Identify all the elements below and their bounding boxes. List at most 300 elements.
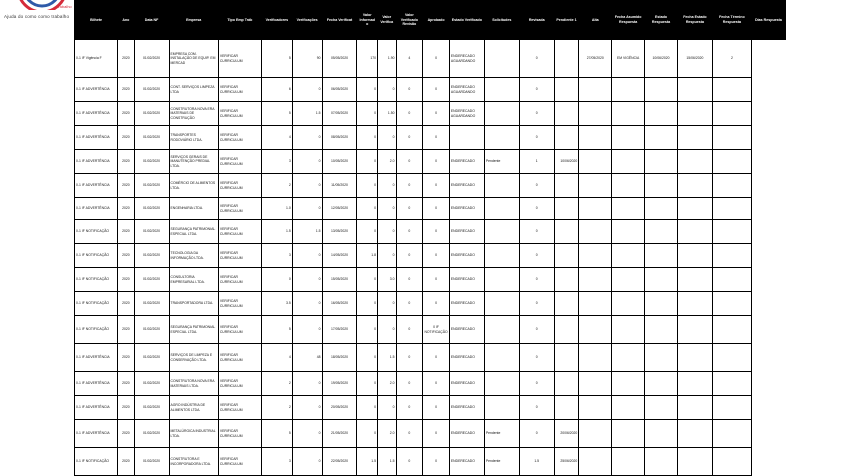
table-cell[interactable] xyxy=(677,344,712,372)
table-cell[interactable]: TRANSPORTADORA LTDA. xyxy=(169,292,218,316)
table-row[interactable] xyxy=(75,420,786,448)
table-cell[interactable]: 0-1 IF ADVERTÊNCIA xyxy=(75,420,118,448)
table-cell[interactable] xyxy=(612,102,645,126)
table-cell[interactable]: ENDERECADO xyxy=(449,344,484,372)
table-cell[interactable]: 2020 xyxy=(118,40,134,78)
table-cell[interactable] xyxy=(612,448,645,476)
table-cell[interactable] xyxy=(579,316,612,344)
table-cell[interactable] xyxy=(554,292,579,316)
table-cell[interactable]: VERIFICAR CURRICULUM xyxy=(218,102,261,126)
table-cell[interactable]: 0-1 IF NOTIFICAÇÃO xyxy=(75,220,118,244)
table-cell[interactable]: 0 xyxy=(519,396,554,420)
table-row[interactable] xyxy=(75,244,786,268)
table-cell[interactable]: CONSTRUTORA NOVA ERA MATERIAIS LTDA. xyxy=(169,372,218,396)
table-cell[interactable]: 01/02/2020 xyxy=(134,268,169,292)
table-cell[interactable] xyxy=(579,150,612,174)
table-row[interactable] xyxy=(75,268,786,292)
table-cell[interactable]: 3.5 xyxy=(261,292,292,316)
table-cell[interactable] xyxy=(645,372,678,396)
table-cell[interactable]: 0 xyxy=(396,292,423,316)
table-row[interactable] xyxy=(75,316,786,344)
table-cell[interactable]: 0 xyxy=(292,126,322,150)
table-cell[interactable]: ENGENHARIA LTDA. xyxy=(169,198,218,220)
table-cell[interactable]: 1.5 xyxy=(292,220,322,244)
table-cell[interactable] xyxy=(712,372,751,396)
table-cell[interactable]: 1.5 xyxy=(292,102,322,126)
table-cell[interactable]: VERIFICAR CURRICULUM xyxy=(218,372,261,396)
column-header[interactable]: Solicitudes xyxy=(484,1,519,40)
table-cell[interactable]: 0 xyxy=(396,316,423,344)
table-cell[interactable]: VERIFICAR CURRICULUM xyxy=(218,220,261,244)
table-cell[interactable]: 0 xyxy=(357,126,378,150)
table-cell[interactable]: 0 xyxy=(396,150,423,174)
table-cell[interactable] xyxy=(579,268,612,292)
table-cell[interactable]: 0-1 IF ADVERTÊNCIA xyxy=(75,344,118,372)
table-cell[interactable]: ENDERECADO AGUARDANDO xyxy=(449,40,484,78)
table-cell[interactable]: 0 xyxy=(396,174,423,198)
table-cell[interactable]: 4 xyxy=(261,344,292,372)
table-cell[interactable]: 0 xyxy=(423,150,450,174)
table-cell[interactable]: METALÚRGICA INDUSTRIAL LTDA. xyxy=(169,420,218,448)
table-cell[interactable] xyxy=(677,448,712,476)
table-cell[interactable]: 0 xyxy=(519,316,554,344)
table-cell[interactable]: 01/02/2020 xyxy=(134,420,169,448)
table-cell[interactable]: 27/05/2020 xyxy=(579,40,612,78)
table-cell[interactable] xyxy=(645,150,678,174)
table-cell[interactable]: 5 xyxy=(261,316,292,344)
table-cell[interactable]: 0 xyxy=(378,244,396,268)
table-cell[interactable]: AGRO INDÚSTRIA DE ALIMENTOS LTDA. xyxy=(169,396,218,420)
table-cell[interactable] xyxy=(712,150,751,174)
table-cell[interactable] xyxy=(677,372,712,396)
table-row[interactable] xyxy=(75,40,786,78)
table-row[interactable] xyxy=(75,220,786,244)
table-cell[interactable]: 2020 xyxy=(118,316,134,344)
column-header[interactable]: Bilhete xyxy=(75,1,118,40)
table-cell[interactable]: 2020 xyxy=(118,126,134,150)
column-header[interactable]: Pendiente 1 xyxy=(554,1,579,40)
table-cell[interactable]: 0 xyxy=(357,268,378,292)
table-cell[interactable] xyxy=(612,198,645,220)
table-cell[interactable]: 01/02/2020 xyxy=(134,220,169,244)
table-cell[interactable] xyxy=(645,292,678,316)
table-cell[interactable] xyxy=(677,268,712,292)
table-cell[interactable]: VERIFICAR CURRICULUM xyxy=(218,292,261,316)
table-cell[interactable]: 12/05/2020 xyxy=(322,198,357,220)
table-cell[interactable]: VERIFICAR CURRICULUM xyxy=(218,268,261,292)
table-cell[interactable] xyxy=(579,220,612,244)
table-cell[interactable]: 0 xyxy=(396,102,423,126)
table-cell[interactable]: 2 xyxy=(261,372,292,396)
table-cell[interactable]: 0-1 IF ADVERTÊNCIA xyxy=(75,372,118,396)
table-cell[interactable]: 20/06/2020 xyxy=(554,420,579,448)
table-cell[interactable]: 0-1 IF ADVERTÊNCIA xyxy=(75,102,118,126)
table-cell[interactable]: 0 xyxy=(357,420,378,448)
table-cell[interactable]: 2020 xyxy=(118,174,134,198)
table-cell[interactable]: ENDERECADO xyxy=(449,268,484,292)
table-cell[interactable]: 0 xyxy=(423,102,450,126)
table-cell[interactable]: VERIFICAR CURRICULUM xyxy=(218,244,261,268)
table-cell[interactable]: 10/05/2020 xyxy=(322,150,357,174)
table-cell[interactable]: 2020 xyxy=(118,372,134,396)
table-cell[interactable]: SEGURANÇA PATRIMONIAL ESPECIAL LTDA. xyxy=(169,220,218,244)
table-cell[interactable]: 15/06/2020 xyxy=(677,40,712,78)
table-cell[interactable]: 0 xyxy=(396,126,423,150)
table-cell[interactable]: CONSTRUTORA E INCORPORADORA LTDA. xyxy=(169,448,218,476)
table-cell[interactable]: 0 xyxy=(423,126,450,150)
table-cell[interactable]: 170 xyxy=(357,40,378,78)
table-cell[interactable]: 01/02/2020 xyxy=(134,150,169,174)
table-cell[interactable]: 0 xyxy=(396,344,423,372)
table-row[interactable] xyxy=(75,396,786,420)
table-cell[interactable]: 08/05/2020 xyxy=(322,126,357,150)
table-cell[interactable]: 2020 xyxy=(118,102,134,126)
table-cell[interactable] xyxy=(612,244,645,268)
table-cell[interactable]: 17/05/2020 xyxy=(322,316,357,344)
table-cell[interactable]: 0 xyxy=(292,244,322,268)
table-cell[interactable]: 0 xyxy=(519,420,554,448)
table-cell[interactable]: ENDERECADO xyxy=(449,174,484,198)
table-cell[interactable] xyxy=(484,344,519,372)
table-cell[interactable] xyxy=(579,372,612,396)
table-cell[interactable]: 1.5 xyxy=(357,448,378,476)
table-cell[interactable]: 0 xyxy=(423,396,450,420)
table-cell[interactable]: 0 xyxy=(519,220,554,244)
table-cell[interactable] xyxy=(612,344,645,372)
table-cell[interactable] xyxy=(612,268,645,292)
table-cell[interactable]: 0-1 IF ADVERTÊNCIA xyxy=(75,396,118,420)
table-cell[interactable]: 0-1 IF NOTIFICAÇÃO xyxy=(75,244,118,268)
table-cell[interactable]: 01/02/2020 xyxy=(134,174,169,198)
table-cell[interactable]: 0 xyxy=(519,292,554,316)
table-cell[interactable]: 2020 xyxy=(118,220,134,244)
table-cell[interactable]: 0 xyxy=(519,244,554,268)
table-cell[interactable]: 11/05/2020 xyxy=(322,174,357,198)
table-cell[interactable]: 0 xyxy=(378,292,396,316)
table-cell[interactable]: ENDERECADO xyxy=(449,372,484,396)
table-cell[interactable]: 01/02/2020 xyxy=(134,78,169,102)
table-cell[interactable] xyxy=(677,220,712,244)
column-header[interactable]: Estado Respuesta xyxy=(645,1,678,40)
table-cell[interactable]: 2 xyxy=(261,396,292,420)
table-cell[interactable]: 0 xyxy=(378,220,396,244)
table-cell[interactable]: 0 xyxy=(357,372,378,396)
table-cell[interactable]: ENDERECADO AGUARDANDO xyxy=(449,78,484,102)
column-header[interactable]: Días Respuesta xyxy=(751,1,785,40)
table-cell[interactable] xyxy=(677,150,712,174)
table-cell[interactable] xyxy=(712,244,751,268)
table-cell[interactable]: VERIFICAR CURRICULUM xyxy=(218,396,261,420)
table-cell[interactable]: ENDERECADO xyxy=(449,292,484,316)
table-cell[interactable]: 0 xyxy=(423,244,450,268)
table-cell[interactable]: 48 xyxy=(292,344,322,372)
table-cell[interactable]: 0 xyxy=(423,198,450,220)
table-cell[interactable] xyxy=(645,220,678,244)
table-cell[interactable]: 2.0 xyxy=(378,150,396,174)
table-cell[interactable] xyxy=(484,396,519,420)
table-cell[interactable]: 3 xyxy=(261,448,292,476)
table-cell[interactable]: 01/02/2020 xyxy=(134,372,169,396)
table-cell[interactable] xyxy=(579,448,612,476)
table-row[interactable] xyxy=(75,448,786,476)
table-cell[interactable] xyxy=(554,244,579,268)
table-cell[interactable] xyxy=(677,316,712,344)
table-cell[interactable]: 1.8 xyxy=(357,244,378,268)
table-cell[interactable]: SERVIÇOS DE LIMPEZA E CONSERVAÇÃO LTDA. xyxy=(169,344,218,372)
table-cell[interactable]: CONSTRUTORA NOVA ERA MATERIAIS DE CONSTRUÇÃO xyxy=(169,102,218,126)
table-row[interactable] xyxy=(75,150,786,174)
table-cell[interactable] xyxy=(612,78,645,102)
table-cell[interactable]: Pendente xyxy=(484,150,519,174)
table-cell[interactable]: 0 xyxy=(292,268,322,292)
table-cell[interactable]: 0 xyxy=(292,396,322,420)
table-cell[interactable]: 0 xyxy=(519,40,554,78)
table-cell[interactable] xyxy=(554,126,579,150)
table-cell[interactable] xyxy=(612,174,645,198)
table-cell[interactable]: 2020 xyxy=(118,244,134,268)
table-cell[interactable]: 0 xyxy=(423,220,450,244)
table-cell[interactable]: 01/02/2020 xyxy=(134,244,169,268)
table-cell[interactable] xyxy=(645,174,678,198)
table-cell[interactable]: 0 xyxy=(519,372,554,396)
table-cell[interactable]: 1 xyxy=(519,150,554,174)
table-cell[interactable] xyxy=(677,198,712,220)
table-cell[interactable]: 0 xyxy=(357,150,378,174)
table-cell[interactable]: 21/05/2020 xyxy=(322,420,357,448)
table-cell[interactable]: 1.90 xyxy=(378,40,396,78)
table-cell[interactable]: 0 xyxy=(396,420,423,448)
table-cell[interactable]: SERVIÇOS GERAIS DE MANUTENÇÃO PREDIAL LTDA. xyxy=(169,150,218,174)
table-cell[interactable]: 0 xyxy=(423,78,450,102)
table-cell[interactable]: 1.5 xyxy=(519,448,554,476)
table-cell[interactable] xyxy=(484,40,519,78)
table-row[interactable] xyxy=(75,174,786,198)
table-cell[interactable] xyxy=(484,372,519,396)
table-row[interactable] xyxy=(75,344,786,372)
table-cell[interactable]: 0 xyxy=(519,102,554,126)
table-cell[interactable] xyxy=(712,292,751,316)
table-row[interactable] xyxy=(75,102,786,126)
table-cell[interactable]: 2020 xyxy=(118,78,134,102)
table-cell[interactable] xyxy=(579,396,612,420)
table-cell[interactable]: 0 xyxy=(519,78,554,102)
table-row[interactable] xyxy=(75,78,786,102)
table-cell[interactable]: 0 xyxy=(357,78,378,102)
table-cell[interactable]: ENDERECADO xyxy=(449,448,484,476)
table-cell[interactable] xyxy=(554,396,579,420)
table-cell[interactable]: 1.5 xyxy=(261,220,292,244)
table-cell[interactable]: 0 xyxy=(396,198,423,220)
table-cell[interactable] xyxy=(484,174,519,198)
table-cell[interactable]: 2.0 xyxy=(378,372,396,396)
table-cell[interactable]: 0 xyxy=(357,316,378,344)
column-header[interactable]: Fecha Estado Respuesta xyxy=(677,1,712,40)
table-cell[interactable] xyxy=(645,396,678,420)
table-cell[interactable]: 07/05/2020 xyxy=(322,102,357,126)
table-cell[interactable] xyxy=(712,344,751,372)
table-cell[interactable]: VERIFICAR CURRICULUM xyxy=(218,198,261,220)
table-cell[interactable] xyxy=(612,150,645,174)
column-header[interactable]: Ano xyxy=(118,1,134,40)
table-cell[interactable]: VERIFICAR CURRICULUM xyxy=(218,420,261,448)
table-cell[interactable]: TRANSPORTES RODOVIÁRIO LTDA. xyxy=(169,126,218,150)
table-cell[interactable] xyxy=(712,448,751,476)
table-row[interactable] xyxy=(75,198,786,220)
table-cell[interactable] xyxy=(554,174,579,198)
table-cell[interactable] xyxy=(554,316,579,344)
table-cell[interactable]: 01/02/2020 xyxy=(134,316,169,344)
table-cell[interactable]: 22/05/2020 xyxy=(322,448,357,476)
table-cell[interactable] xyxy=(712,126,751,150)
table-cell[interactable]: 06/05/2020 xyxy=(322,78,357,102)
table-cell[interactable]: VERIFICAR CURRICULUM xyxy=(218,448,261,476)
table-cell[interactable]: 0 xyxy=(357,174,378,198)
table-cell[interactable] xyxy=(712,198,751,220)
table-cell[interactable]: 1.5 xyxy=(378,344,396,372)
table-cell[interactable] xyxy=(677,126,712,150)
table-cell[interactable] xyxy=(712,102,751,126)
table-cell[interactable]: 2020 xyxy=(118,292,134,316)
table-cell[interactable]: 0 xyxy=(378,126,396,150)
table-cell[interactable]: 0 xyxy=(519,344,554,372)
table-cell[interactable]: 0-1 IF Vigência F xyxy=(75,40,118,78)
table-cell[interactable] xyxy=(645,268,678,292)
table-cell[interactable]: 19/05/2020 xyxy=(322,372,357,396)
table-cell[interactable]: VERIFICAR CURRICULUM xyxy=(218,174,261,198)
table-cell[interactable]: 0 xyxy=(292,292,322,316)
table-cell[interactable] xyxy=(712,316,751,344)
table-cell[interactable]: VERIFICAR CURRICULUM xyxy=(218,316,261,344)
table-cell[interactable]: 01/02/2020 xyxy=(134,292,169,316)
table-cell[interactable]: CONSULTORIA EMPRESARIAL LTDA. xyxy=(169,268,218,292)
table-cell[interactable]: 2020 xyxy=(118,198,134,220)
table-cell[interactable] xyxy=(645,198,678,220)
table-cell[interactable] xyxy=(645,126,678,150)
table-cell[interactable]: VERIFICAR CURRICULUM xyxy=(218,126,261,150)
table-cell[interactable]: 0-1 IF ADVERTÊNCIA xyxy=(75,150,118,174)
table-cell[interactable] xyxy=(484,292,519,316)
table-cell[interactable]: 0 xyxy=(519,174,554,198)
column-header[interactable]: Empresa xyxy=(169,1,218,40)
table-cell[interactable] xyxy=(484,244,519,268)
table-cell[interactable]: Pendente xyxy=(484,420,519,448)
table-cell[interactable] xyxy=(645,316,678,344)
table-cell[interactable]: ENDERECADO xyxy=(449,150,484,174)
table-cell[interactable]: VERIFICAR CURRICULUM xyxy=(218,40,261,78)
table-cell[interactable] xyxy=(484,198,519,220)
table-cell[interactable] xyxy=(484,220,519,244)
table-row[interactable] xyxy=(75,126,786,150)
table-cell[interactable]: COMÉRCIO DE ALIMENTOS LTDA. xyxy=(169,174,218,198)
table-cell[interactable]: 2020 xyxy=(118,448,134,476)
table-cell[interactable]: 0-1 IF ADVERTÊNCIA xyxy=(75,174,118,198)
table-cell[interactable]: VERIFICAR CURRICULUM xyxy=(218,344,261,372)
table-cell[interactable]: 01/02/2020 xyxy=(134,198,169,220)
table-cell[interactable]: VERIFICAR CURRICULUM xyxy=(218,78,261,102)
column-header[interactable]: Verificações xyxy=(292,1,322,40)
table-cell[interactable]: ENDERECADO xyxy=(449,316,484,344)
table-cell[interactable] xyxy=(612,396,645,420)
table-cell[interactable]: 0 xyxy=(292,78,322,102)
table-cell[interactable] xyxy=(554,78,579,102)
column-header[interactable]: Aprobado xyxy=(423,1,450,40)
table-cell[interactable] xyxy=(712,220,751,244)
table-cell[interactable] xyxy=(554,372,579,396)
table-cell[interactable]: 0-1 IF ADVERTÊNCIA xyxy=(75,126,118,150)
table-cell[interactable] xyxy=(579,102,612,126)
table-cell[interactable] xyxy=(579,174,612,198)
table-cell[interactable]: ENDERECADO xyxy=(449,220,484,244)
table-cell[interactable]: 15/05/2020 xyxy=(322,268,357,292)
table-cell[interactable]: 0 xyxy=(396,220,423,244)
table-cell[interactable]: ENDERECADO AGUARDANDO xyxy=(449,102,484,126)
column-header[interactable]: Fecha Verificat xyxy=(322,1,357,40)
table-cell[interactable] xyxy=(579,244,612,268)
table-cell[interactable]: 0 xyxy=(423,448,450,476)
table-cell[interactable]: 0 xyxy=(396,448,423,476)
table-cell[interactable] xyxy=(612,316,645,344)
table-cell[interactable] xyxy=(484,102,519,126)
table-cell[interactable] xyxy=(612,292,645,316)
table-cell[interactable] xyxy=(579,292,612,316)
table-cell[interactable]: 3.0 xyxy=(378,268,396,292)
table-cell[interactable]: 0 xyxy=(292,150,322,174)
table-cell[interactable]: 13/05/2020 xyxy=(322,220,357,244)
table-cell[interactable] xyxy=(677,174,712,198)
table-cell[interactable]: 05/05/2020 xyxy=(322,40,357,78)
table-cell[interactable]: 90 xyxy=(292,40,322,78)
table-cell[interactable]: 0 xyxy=(357,396,378,420)
table-cell[interactable]: 0 xyxy=(357,220,378,244)
table-cell[interactable] xyxy=(484,268,519,292)
table-cell[interactable]: 0 xyxy=(378,78,396,102)
table-cell[interactable]: 5 xyxy=(261,40,292,78)
table-cell[interactable] xyxy=(712,396,751,420)
table-cell[interactable]: ENDERECADO xyxy=(449,420,484,448)
column-header[interactable]: Alta xyxy=(579,1,612,40)
table-cell[interactable] xyxy=(712,268,751,292)
table-cell[interactable]: 0 xyxy=(423,372,450,396)
table-cell[interactable]: 0 xyxy=(378,174,396,198)
table-cell[interactable]: 0 xyxy=(378,396,396,420)
table-cell[interactable]: Pendente xyxy=(484,448,519,476)
table-cell[interactable]: 0 xyxy=(519,268,554,292)
table-cell[interactable] xyxy=(554,198,579,220)
table-cell[interactable]: 10/06/2020 xyxy=(554,150,579,174)
table-cell[interactable]: 2.0 xyxy=(378,420,396,448)
table-cell[interactable]: 25/06/2020 xyxy=(554,448,579,476)
table-cell[interactable] xyxy=(554,220,579,244)
table-cell[interactable]: 0 xyxy=(292,198,322,220)
table-cell[interactable] xyxy=(484,78,519,102)
table-cell[interactable]: 01/02/2020 xyxy=(134,448,169,476)
table-cell[interactable]: 01/02/2020 xyxy=(134,40,169,78)
table-cell[interactable]: 0 xyxy=(357,102,378,126)
table-cell[interactable] xyxy=(579,198,612,220)
table-cell[interactable]: 5 xyxy=(261,102,292,126)
table-cell[interactable] xyxy=(645,244,678,268)
table-cell[interactable]: 3 xyxy=(261,244,292,268)
table-cell[interactable]: 0 xyxy=(423,292,450,316)
column-header[interactable]: Tipo Emp Tráb xyxy=(218,1,261,40)
table-cell[interactable]: 0-1 IF NOTIFICAÇÃO xyxy=(75,268,118,292)
table-cell[interactable]: ENDERECADO xyxy=(449,396,484,420)
table-cell[interactable]: 0 xyxy=(357,344,378,372)
table-cell[interactable] xyxy=(645,78,678,102)
table-cell[interactable]: VERIFICAR CURRICULUM xyxy=(218,150,261,174)
table-cell[interactable] xyxy=(645,420,678,448)
table-cell[interactable]: 0 xyxy=(396,268,423,292)
